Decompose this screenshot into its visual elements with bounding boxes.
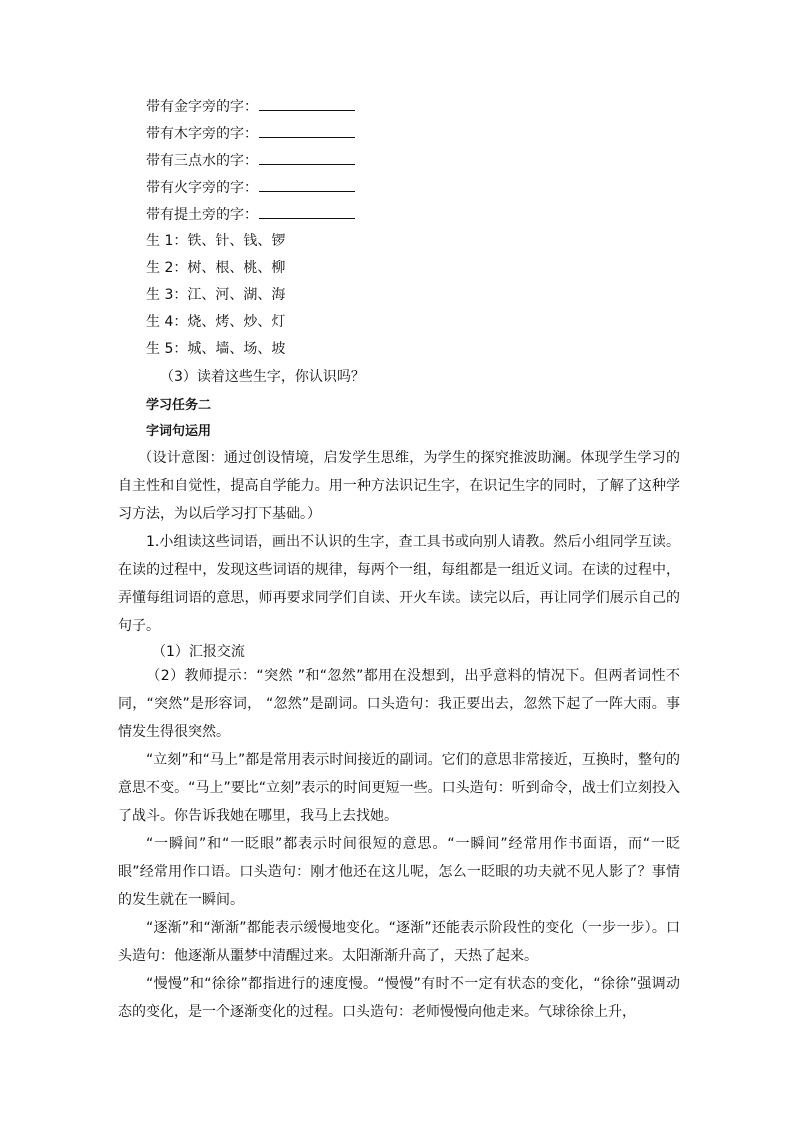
explain-text-4: “慢慢”和“徐徐”都指进行的速度慢。“慢慢”有时不一定有状态的变化，“徐徐”强调动态的变化，是一个逐渐变化的过程。口头造句：老师慢慢向他走来。气球徐徐上升， <box>118 976 680 1020</box>
prompt-label: 带有火字旁的字： <box>146 180 258 196</box>
prompt-earth-radical <box>146 205 355 224</box>
design-intent-paragraph <box>118 444 680 528</box>
task-subtitle: 字词句运用 <box>146 424 212 439</box>
student-answer-2: 生 2：树、根、桃、柳 <box>146 260 286 276</box>
explain-text-3: “逐渐”和“渐渐”都能表示缓慢地变化。“逐渐”还能表示阶段性的变化（一步一步）。口头造句：他逐渐从噩梦中清醒过来。太阳渐渐升高了，天热了起来。 <box>118 920 680 964</box>
prompt-label: 带有金字旁的字： <box>146 99 258 115</box>
report-heading: （1）汇报交流 <box>152 644 245 660</box>
task-title: 学习任务二 <box>146 398 212 413</box>
step-1-text: 1.小组读这些词语，画出不认识的生字，查工具书或向别人请教。然后小组同学互读。在读的过程中，发现这些词语的规律，每两个一组，每组都是一组近义词。在读的过程中，弄懂每组词语的意思，师再要求同学们自读、开火车读。读完以后，再让同学们展示自己的句子。 <box>118 534 680 634</box>
explain-text-1: “立刻”和“马上”都是常用表示时间接近的副词。它们的意思非常接近，互换时，整句的意思不变。“马上”要比“立刻”表示的时间更短一些。口头造句：听到命令，战士们立刻投入了战斗。你告诉我她在哪里，我马上去找她。 <box>118 752 680 824</box>
student-answer-1: 生 1：铁、针、钱、锣 <box>146 233 286 249</box>
explain-text-2: “一瞬间”和“一眨眼”都表示时间很短的意思。“一瞬间”经常用作书面语，而“一眨眼”经常用作口语。口头造句：刚才他还在这儿呢，怎么一眨眼的功夫就不见人影了？事情的发生就在一瞬间。 <box>118 836 680 908</box>
prompt-metal-radical <box>146 97 355 116</box>
teacher-hint-text: （2）教师提示：“突然 ”和“忽然”都用在没想到，出乎意料的情况下。但两者词性不同，“突然”是形容词， “忽然”是副词。口头造句：我正要出去，忽然下起了一阵大雨。事情发生得很突然。 <box>118 668 680 740</box>
explain-paragraph-4 <box>118 970 680 1026</box>
step-1-paragraph <box>118 528 680 640</box>
prompt-water-radical <box>146 151 355 170</box>
question-3: （3）读着这些生字，你认识吗？ <box>160 369 365 385</box>
answer-blank[interactable] <box>259 97 355 111</box>
explain-paragraph-2 <box>118 830 680 914</box>
prompt-fire-radical <box>146 178 355 197</box>
explain-paragraph-3 <box>118 914 680 970</box>
answer-blank[interactable] <box>259 178 355 192</box>
teacher-hint-paragraph <box>118 662 680 746</box>
answer-blank[interactable] <box>259 124 355 138</box>
prompt-label: 带有提土旁的字： <box>146 207 258 223</box>
prompt-label: 带有三点水的字： <box>146 153 258 169</box>
explain-paragraph-1 <box>118 746 680 830</box>
answer-blank[interactable] <box>259 151 355 165</box>
answer-blank[interactable] <box>259 205 355 219</box>
design-intent-text: （设计意图：通过创设情境，启发学生思维，为学生的探究推波助澜。体现学生学习的自主性和自觉性，提高自学能力。用一种方法识记生字，在识记生字的同时，了解了这种学习方法，为以后学习打下基础。） <box>118 450 680 522</box>
student-answer-4: 生 4：烧、烤、炒、灯 <box>146 314 286 330</box>
student-answer-5: 生 5：城、墙、场、坡 <box>146 341 286 357</box>
prompt-label: 带有木字旁的字： <box>146 126 258 142</box>
student-answer-3: 生 3：江、河、湖、海 <box>146 287 286 303</box>
prompt-wood-radical <box>146 124 355 143</box>
